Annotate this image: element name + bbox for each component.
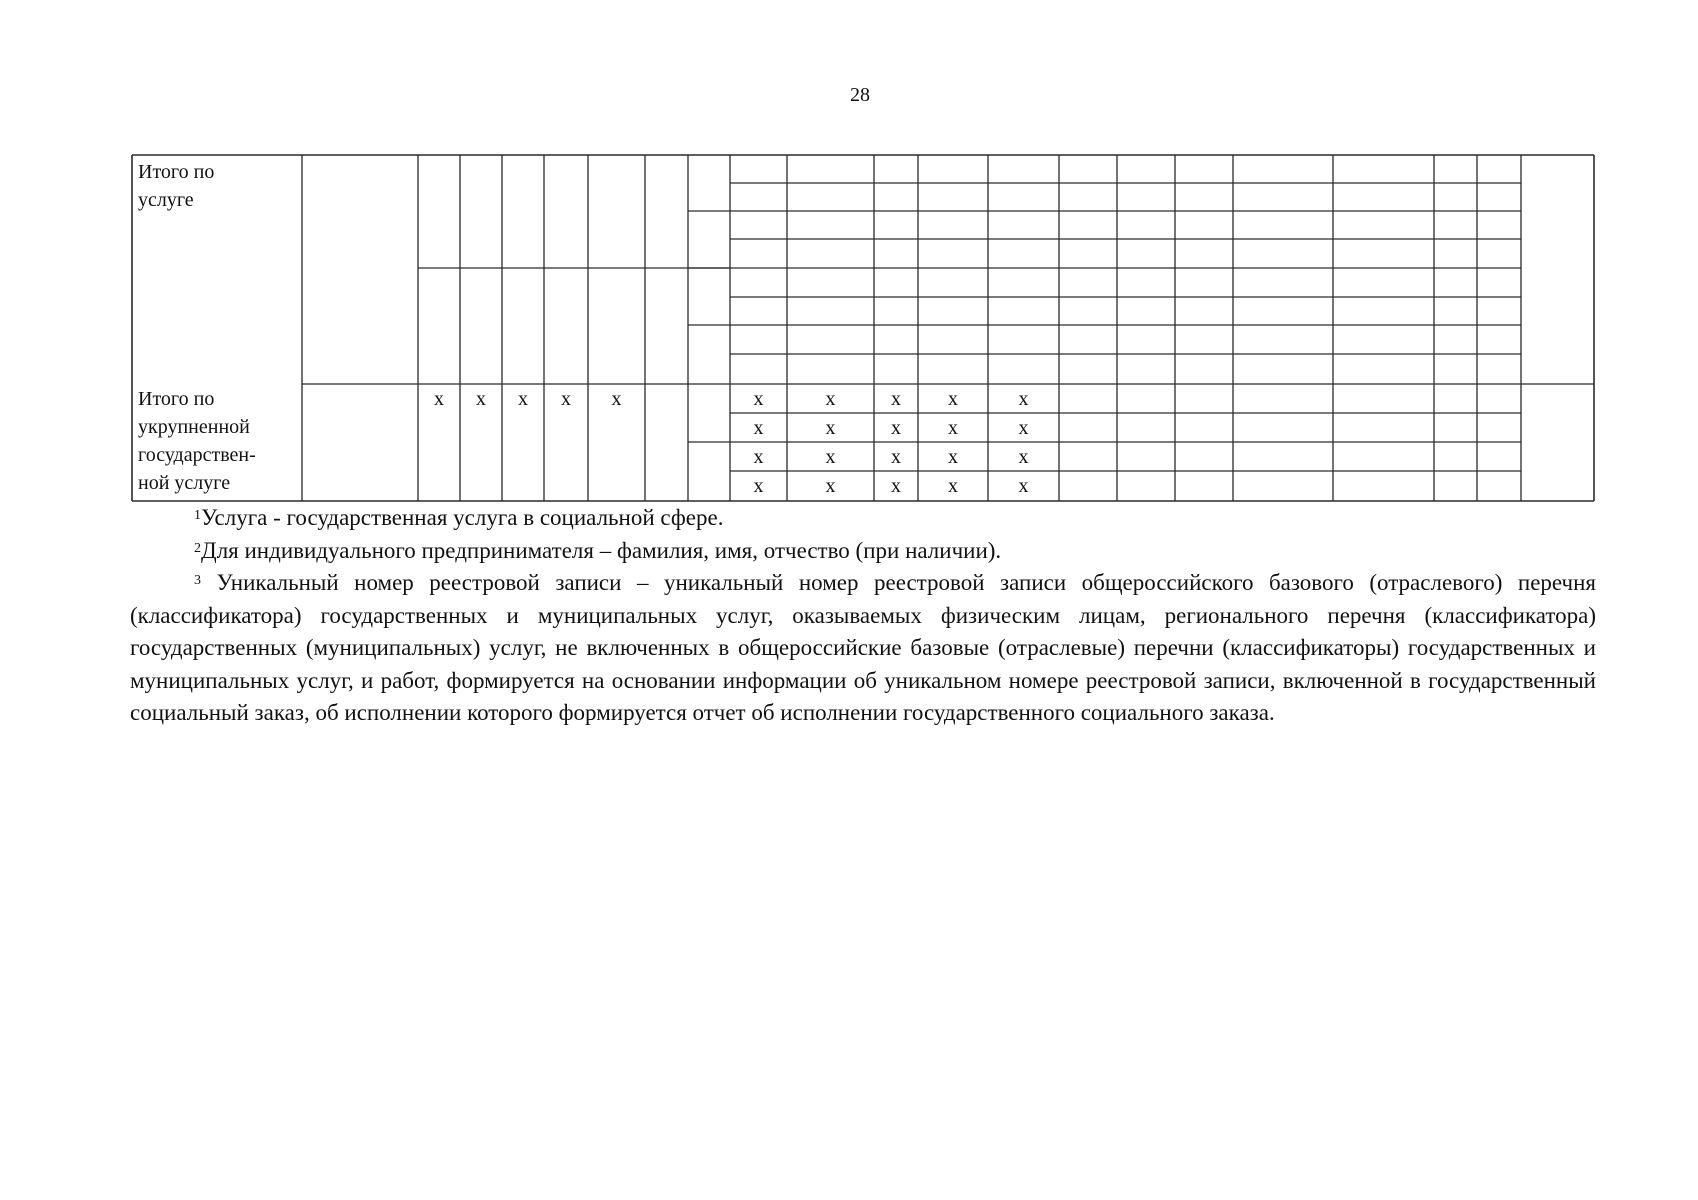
cross-mark: х bbox=[611, 388, 622, 410]
cross-mark: х bbox=[753, 417, 764, 439]
cross-mark: х bbox=[753, 475, 764, 497]
cross-mark: х bbox=[948, 446, 958, 468]
footnote-1 bbox=[130, 502, 1596, 535]
footnote-2 bbox=[130, 535, 1596, 568]
footnote-text: Для индивидуального предпринимателя – фамилия, имя, отчество (при наличии). bbox=[201, 537, 1002, 563]
cross-mark: х bbox=[948, 475, 958, 497]
cross-mark: х bbox=[434, 388, 444, 410]
cross-mark: х bbox=[891, 475, 901, 497]
cross-mark: х bbox=[1018, 446, 1029, 468]
cross-mark: х bbox=[1018, 475, 1029, 497]
cross-mark: х bbox=[891, 446, 901, 468]
cross-mark: х bbox=[561, 388, 571, 410]
cross-mark: х bbox=[948, 388, 958, 410]
cross-mark: х bbox=[891, 388, 901, 410]
row-label-enlarged-service-total: Итого по укрупненной государствен- ной услуге bbox=[138, 388, 256, 494]
footnote-3 bbox=[130, 567, 1596, 730]
cross-mark: х bbox=[825, 417, 836, 439]
footnote-number: 3 bbox=[194, 573, 201, 588]
cross-mark: х bbox=[891, 417, 901, 439]
footnote-number: 2 bbox=[194, 540, 201, 556]
row-label-service-total: Итого по услуге bbox=[138, 161, 215, 211]
cross-mark: х bbox=[1018, 417, 1029, 439]
cross-mark: х bbox=[753, 446, 764, 468]
footnote-number: 1 bbox=[194, 508, 201, 523]
cross-mark: х bbox=[825, 446, 836, 468]
cross-mark: х bbox=[1018, 388, 1029, 410]
cross-mark: х bbox=[948, 417, 958, 439]
cross-mark: х bbox=[753, 388, 764, 410]
cross-mark: х bbox=[518, 388, 528, 410]
page-number: 28 bbox=[850, 84, 870, 106]
cross-mark: х bbox=[476, 388, 486, 410]
footnotes bbox=[130, 502, 1596, 730]
cross-mark: х bbox=[825, 388, 836, 410]
report-table bbox=[132, 155, 1594, 501]
table-grid bbox=[132, 155, 1594, 501]
cross-mark: х bbox=[825, 475, 836, 497]
footnote-text: Уникальный номер реестровой записи – уникальный номер реестровой записи общероссийского базового (отраслевого) перечня (классификатора) государственных и муниципальных услуг, оказываемых физическим лицам, регионального перечня (классификатора) государственных (муниципальных) услуг, не включенных в общероссийские базовые (отраслевые) перечни (классификаторы) государственных и муниципальных услуг, и работ, формируется на основании информации об уникальном номере реестровой записи, включенной в государственный социальный заказ, об исполнении которого формируется отчет об исполнении государственного социального заказа. bbox=[130, 570, 1596, 725]
footnote-text: Услуга - государственная услуга в социальной сфере. bbox=[201, 505, 724, 530]
